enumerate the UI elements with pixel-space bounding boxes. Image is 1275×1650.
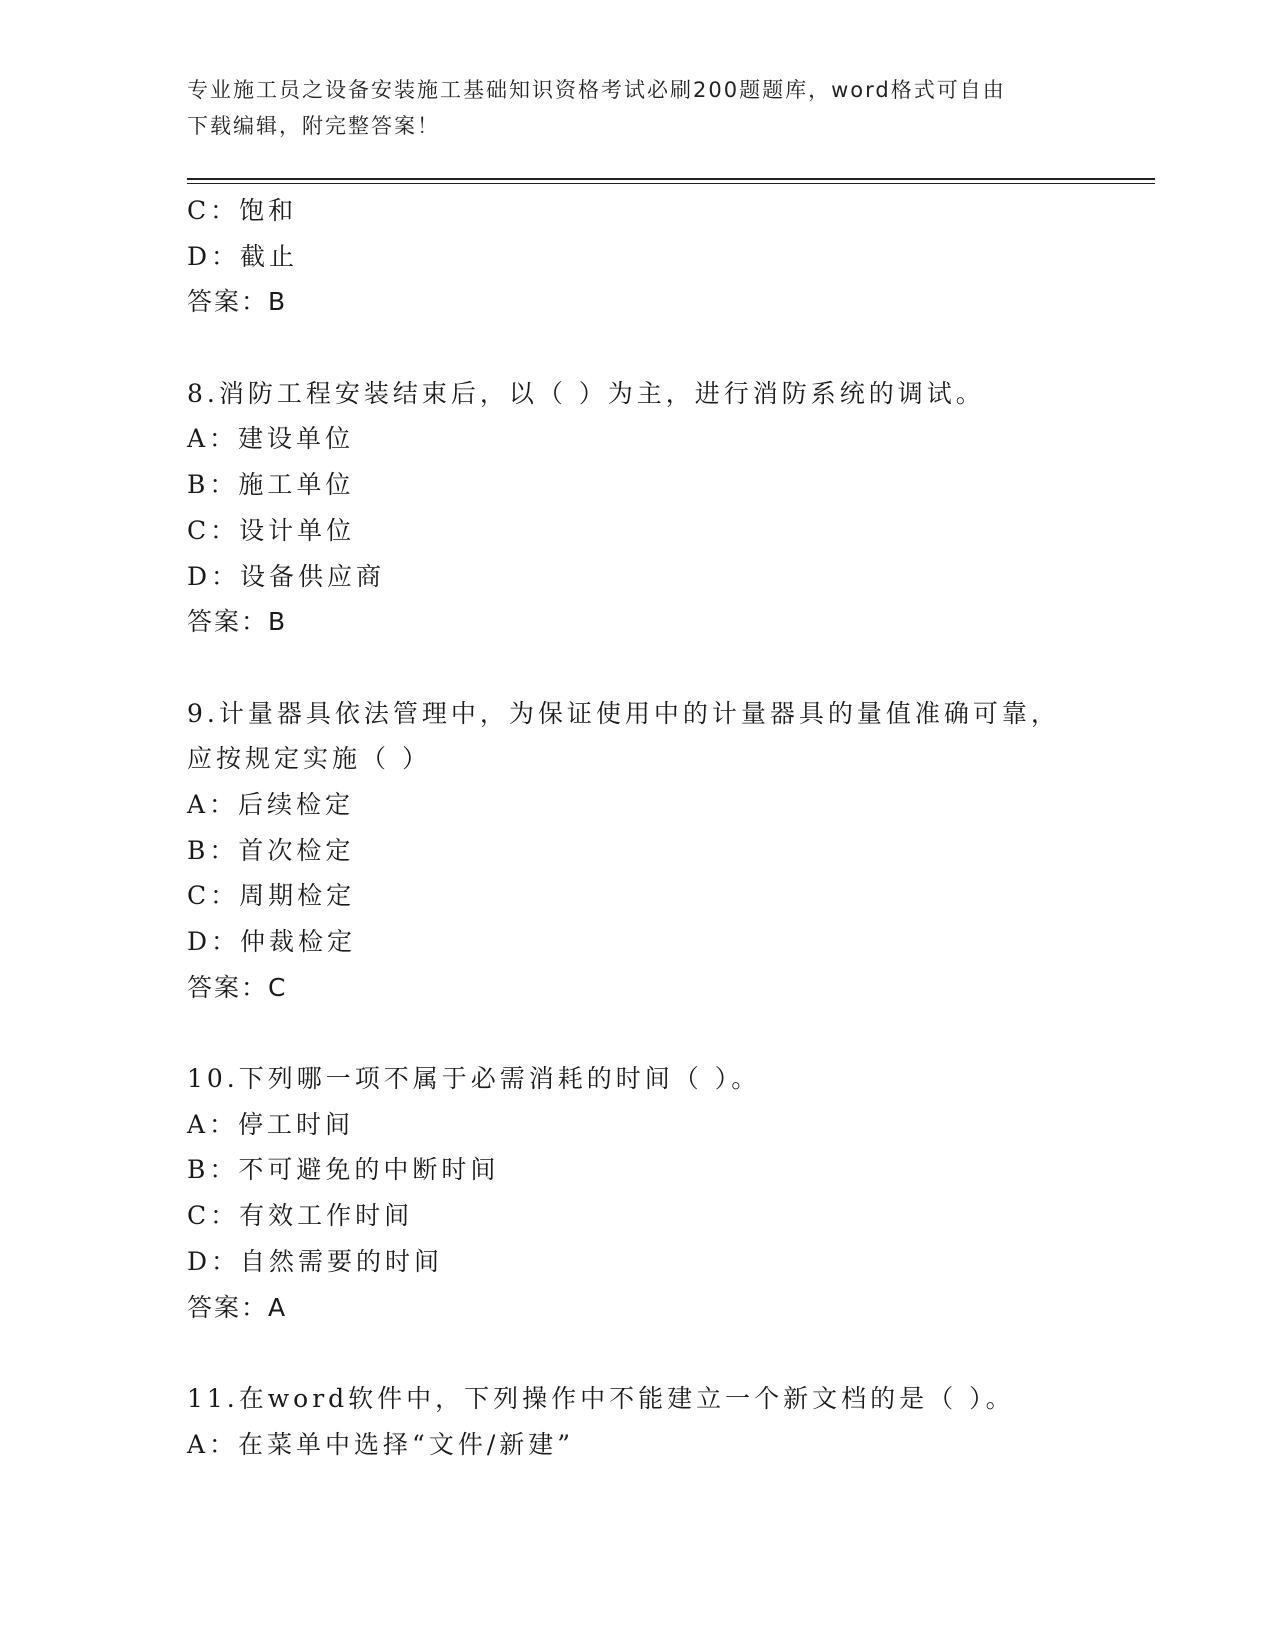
option-a: A：建设单位 [187,424,355,454]
option-c: C：饱和 [187,196,298,225]
option-b: B：不可避免的中断时间 [187,1155,500,1185]
option-c: C：有效工作时间 [187,1201,414,1231]
spacer [187,1010,1067,1056]
question-stem-continued: 应按规定实施（ ） [187,744,431,774]
header-line-1: 专业施工员之设备安装施工基础知识资格考试必刷200题题库，word格式可自由 [187,78,1006,102]
question-stem: 11.在word软件中，下列操作中不能建立一个新文档的是（ ）。 [187,1383,1015,1413]
question-9 [187,691,1067,1011]
question-stem: 10.下列哪一项不属于必需消耗的时间（ ）。 [187,1064,761,1094]
spacer [187,645,1067,691]
option-d: D：仲裁检定 [187,927,357,956]
spacer [187,325,1067,371]
option-b: B：首次检定 [187,835,355,865]
answer: 答案：C [187,972,288,1002]
option-d: D：自然需要的时间 [187,1246,444,1276]
answer: 答案：A [187,1292,288,1322]
answer: 答案：B [187,607,288,637]
header-line-2: 下载编辑，附完整答案！ [187,114,440,138]
spacer [187,1330,1067,1376]
option-b: B：施工单位 [187,470,355,500]
answer: 答案：B [187,287,288,317]
option-d: D：设备供应商 [187,561,386,591]
question-8 [187,371,1067,645]
question-7-tail [187,188,1067,325]
option-a: A：后续检定 [187,789,355,819]
question-stem: 8.消防工程安装结束后，以（ ）为主，进行消防系统的调试。 [187,378,985,408]
option-c: C：设计单位 [187,515,356,545]
option-c: C：周期检定 [187,881,356,911]
document-header [187,72,1067,144]
option-d: D：截止 [187,241,299,271]
option-a: A：停工时间 [187,1109,355,1139]
option-a: A：在菜单中选择“文件/新建” [187,1429,575,1459]
header-rule-thin [187,183,1155,184]
question-list [187,188,1067,1467]
question-stem: 9.计量器具依法管理中，为保证使用中的计量器具的量值准确可靠， [187,698,1060,728]
question-10 [187,1056,1067,1330]
question-11 [187,1376,1067,1467]
header-rule-thick [187,178,1155,180]
